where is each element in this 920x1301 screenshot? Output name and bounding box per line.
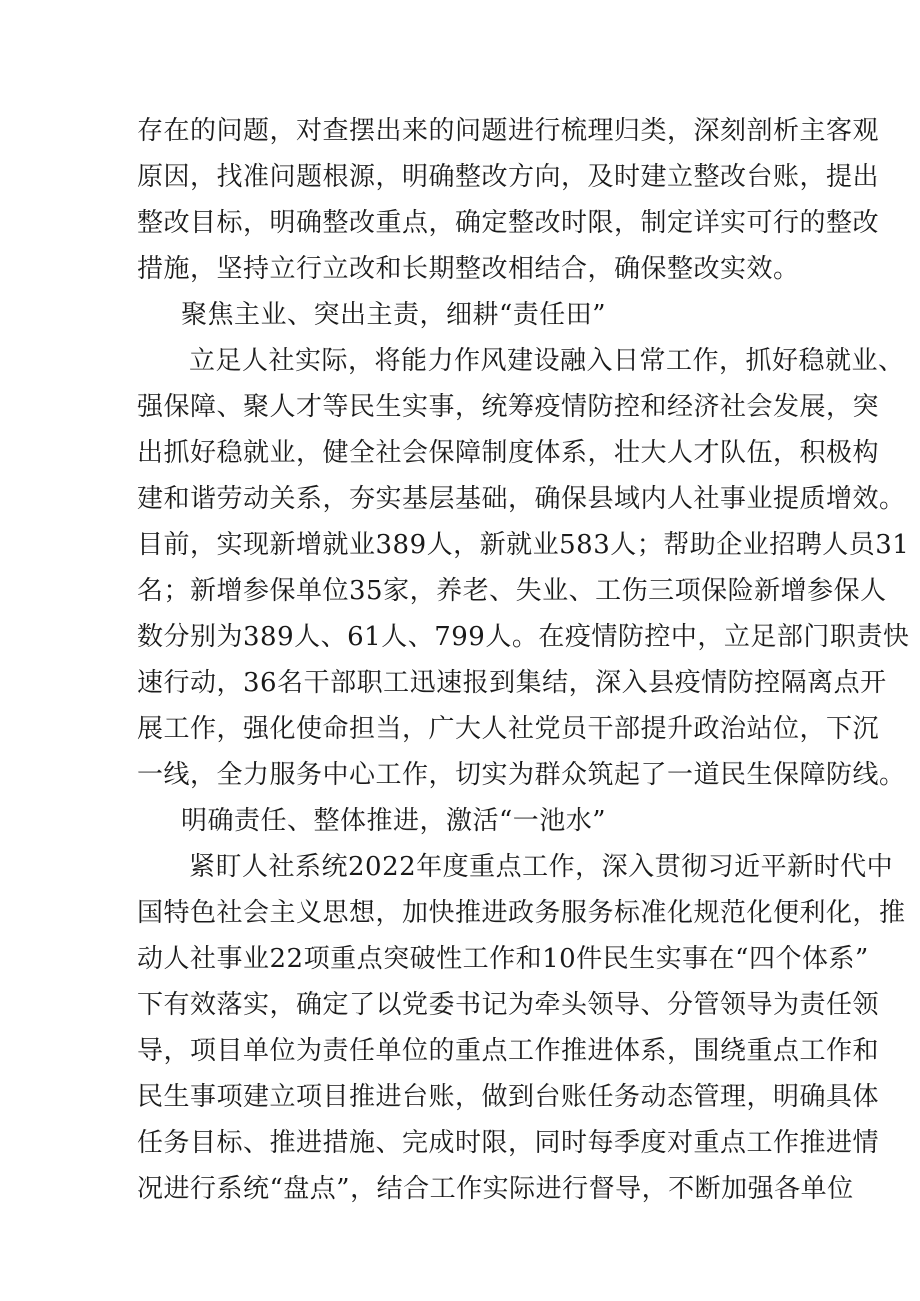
text-line: 展工作，强化使命担当，广大人社党员干部提升政治站位，下沉	[137, 714, 880, 744]
text-line: 下有效落实，确定了以党委书记为牵头领导、分管领导为责任领	[137, 990, 880, 1020]
text-line: 名；新增参保单位35家，养老、失业、工伤三项保险新增参保人	[137, 576, 887, 606]
text-line: 民生事项建立项目推进台账，做到台账任务动态管理，明确具体	[137, 1082, 880, 1112]
text-line: 出抓好稳就业，健全社会保障制度体系，壮大人才队伍，积极构	[137, 438, 880, 468]
text-line: 建和谐劳动关系，夯实基层基础，确保县域内人社事业提质增效。	[137, 484, 906, 514]
document-body	[137, 108, 910, 1212]
text-line: 强保障、聚人才等民生实事，统筹疫情防控和经济社会发展，突	[137, 392, 880, 422]
text-line: 任务目标、推进措施、完成时限，同时每季度对重点工作推进情	[137, 1128, 880, 1158]
text-line: 国特色社会主义思想，加快推进政务服务标准化规范化便利化，推	[137, 898, 906, 928]
text-line: 动人社事业22项重点突破性工作和10件民生实事在“四个体系”	[137, 944, 869, 974]
text-line: 导，项目单位为责任单位的重点工作推进体系，围绕重点工作和	[137, 1036, 880, 1066]
section-heading: 明确责任、整体推进，激活“一池水”	[181, 806, 607, 836]
text-line: 况进行系统“盘点”，结合工作实际进行督导，不断加强各单位	[137, 1174, 854, 1204]
text-line: 整改目标，明确整改重点，确定整改时限，制定详实可行的整改	[137, 208, 880, 238]
text-line: 目前，实现新增就业389人，新就业583人；帮助企业招聘人员31	[137, 530, 910, 560]
text-line: 存在的问题，对查摆出来的问题进行梳理归类，深刻剖析主客观	[137, 116, 880, 146]
text-line: 数分别为389人、61人、799人。在疫情防控中，立足部门职责快	[137, 622, 910, 652]
text-line: 速行动，36名干部职工迅速报到集结，深入县疫情防控隔离点开	[137, 668, 887, 698]
paragraph-first-line: 紧盯人社系统2022年度重点工作，深入贯彻习近平新时代中	[189, 852, 894, 882]
text-line: 一线，全力服务中心工作，切实为群众筑起了一道民生保障防线。	[137, 760, 906, 790]
text-line: 原因，找准问题根源，明确整改方向，及时建立整改台账，提出	[137, 162, 880, 192]
paragraph-first-line: 立足人社实际，将能力作风建设融入日常工作，抓好稳就业、	[189, 346, 905, 376]
section-heading: 聚焦主业、突出主责，细耕“责任田”	[181, 300, 607, 330]
text-line: 措施，坚持立行立改和长期整改相结合，确保整改实效。	[137, 254, 800, 284]
